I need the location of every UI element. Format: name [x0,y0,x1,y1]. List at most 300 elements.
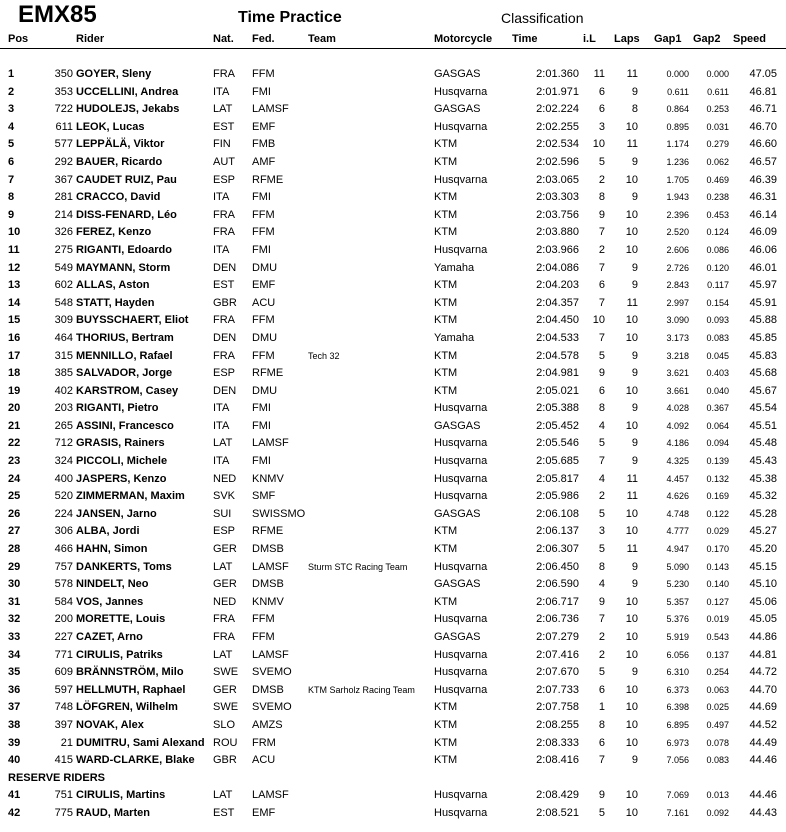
cell-rider: RIGANTI, Edoardo [76,243,172,256]
cell-time: 2:07.758 [536,701,579,714]
cell-il: 7 [598,226,605,239]
cell-gap2: 0.137 [706,649,729,660]
cell-laps: 10 [625,419,638,432]
cell-gap2: 0.063 [706,684,729,695]
cell-fed: FMI [252,85,271,98]
cell-fed: FMI [252,402,271,415]
cell-motorcycle: KTM [434,736,458,749]
cell-nat: GER [213,578,237,591]
cell-gap2: 0.117 [707,280,729,291]
cell-fed: DMU [252,331,278,344]
cell-pos: 20 [8,402,21,415]
cell-il: 9 [598,208,605,221]
cell-rider: BUYSSCHAERT, Eliot [76,314,189,327]
table-row [0,647,786,665]
cell-rider: CAUDET RUIZ, Pau [76,173,177,186]
table-row [0,295,786,313]
cell-fed: SMF [252,490,276,503]
cell-number: 520 [54,490,73,503]
cell-number: 397 [54,718,73,731]
cell-time: 2:02.224 [536,103,579,116]
cell-pos: 34 [8,648,21,661]
cell-pos: 38 [8,718,21,731]
cell-il: 9 [598,367,605,380]
table-row [0,682,786,700]
table-row [0,559,786,577]
cell-laps: 10 [625,384,638,397]
cell-speed: 46.01 [749,261,777,274]
cell-il: 10 [592,314,605,327]
cell-time: 2:08.429 [536,789,579,802]
cell-motorcycle: KTM [434,595,458,608]
cell-nat: GBR [213,754,237,767]
cell-gap1: 4.092 [666,420,689,431]
cell-rider: DUMITRU, Sami Alexand [76,736,205,749]
cell-motorcycle: Husqvarna [434,806,488,819]
cell-fed: EMF [252,279,276,292]
cell-pos: 25 [8,490,21,503]
cell-laps: 10 [625,525,638,538]
cell-fed: LAMSF [252,648,289,661]
cell-number: 712 [54,437,73,450]
cell-fed: LAMSF [252,103,289,116]
cell-laps: 10 [625,718,638,731]
cell-fed: FFM [252,613,275,626]
cell-time: 2:04.357 [536,296,579,309]
cell-speed: 45.38 [749,472,777,485]
cell-speed: 44.81 [749,648,777,661]
cell-nat: FIN [213,138,231,151]
cell-number: 751 [54,789,73,802]
cell-pos: 37 [8,701,21,714]
cell-rider: RAUD, Marten [76,806,150,819]
cell-motorcycle: Husqvarna [434,683,488,696]
cell-rider: STATT, Hayden [76,296,155,309]
cell-rider: DISS-FENARD, Léo [76,208,177,221]
cell-time: 2:04.203 [536,279,579,292]
cell-laps: 9 [631,560,638,573]
cell-fed: AMZS [252,718,283,731]
cell-fed: FFM [252,208,275,221]
cell-pos: 32 [8,613,21,626]
cell-gap1: 5.357 [666,596,689,607]
cell-gap1: 3.173 [666,332,689,343]
cell-team: Tech 32 [308,350,340,361]
table-row [0,172,786,190]
cell-laps: 9 [631,578,638,591]
cell-gap1: 3.621 [666,368,689,379]
cell-il: 8 [598,402,605,415]
cell-gap2: 0.238 [706,192,729,203]
cell-fed: LAMSF [252,437,289,450]
col-pos: Pos [8,33,29,45]
table-row [0,330,786,348]
cell-nat: SVK [213,490,236,503]
cell-time: 2:03.880 [536,226,579,239]
cell-il: 2 [598,490,605,503]
cell-pos: 6 [8,155,15,168]
cell-fed: FMI [252,455,271,468]
cell-il: 5 [598,666,605,679]
cell-rider: CIRULIS, Martins [76,789,166,802]
cell-speed: 45.51 [749,419,777,432]
cell-gap2: 0.094 [706,438,729,449]
cell-motorcycle: Husqvarna [434,437,488,450]
classification-label: Classification [501,10,584,26]
cell-fed: RFME [252,525,284,538]
cell-number: 757 [54,560,73,573]
cell-speed: 46.60 [749,138,777,151]
cell-pos: 10 [8,226,21,239]
cell-number: 350 [54,68,73,80]
cell-fed: EMF [252,120,276,133]
col-team: Team [308,33,336,45]
cell-il: 4 [598,472,605,485]
cell-laps: 9 [631,666,638,679]
cell-number: 549 [54,261,73,274]
cell-nat: NED [213,595,237,608]
cell-gap2: 0.367 [706,403,729,414]
cell-time: 2:06.450 [536,560,579,573]
cell-motorcycle: GASGAS [434,103,481,116]
cell-nat: EST [213,279,235,292]
cell-fed: ACU [252,296,276,309]
cell-time: 2:08.255 [536,718,579,731]
cell-laps: 10 [625,613,638,626]
cell-nat: SLO [213,718,236,731]
cell-gap2: 0.045 [706,350,729,361]
cell-gap1: 3.661 [666,385,689,396]
cell-nat: FRA [213,349,235,362]
cell-time: 2:04.981 [536,367,579,380]
col-gap2: Gap2 [693,33,721,45]
cell-il: 5 [598,349,605,362]
cell-il: 6 [598,279,605,292]
cell-il: 5 [598,507,605,520]
cell-motorcycle: KTM [434,367,458,380]
cell-il: 5 [598,806,605,819]
cell-fed: FFM [252,349,275,362]
cell-il: 2 [598,173,605,186]
cell-il: 5 [598,437,605,450]
cell-gap1: 7.161 [666,807,689,818]
table-row [0,189,786,207]
cell-gap2: 0.086 [706,244,729,255]
cell-rider: WARD-CLARKE, Blake [76,754,195,767]
cell-speed: 46.39 [749,173,777,186]
table-row [0,699,786,717]
table-row [0,594,786,612]
table-row [0,66,786,84]
cell-time: 2:02.534 [536,138,579,151]
cell-rider: JASPERS, Kenzo [76,472,167,485]
cell-fed: FRM [252,736,276,749]
cell-number: 548 [54,296,73,309]
cell-rider: CRACCO, David [76,191,161,204]
cell-gap1: 2.606 [666,244,689,255]
cell-fed: DMSB [252,578,284,591]
results-table [0,66,786,823]
cell-laps: 10 [625,683,638,696]
cell-pos: 30 [8,578,21,591]
cell-speed: 45.06 [749,595,777,608]
cell-nat: ITA [213,419,230,432]
table-row [0,576,786,594]
table-row [0,348,786,366]
cell-gap2: 0.170 [706,544,729,555]
cell-gap1: 0.864 [666,104,689,115]
cell-speed: 45.05 [749,613,777,626]
table-row [0,312,786,330]
cell-nat: GER [213,543,237,556]
cell-nat: FRA [213,208,235,221]
cell-number: 402 [54,384,73,397]
cell-time: 2:06.736 [536,613,579,626]
cell-rider: RIGANTI, Pietro [76,402,159,415]
cell-number: 309 [54,314,73,327]
cell-time: 2:06.717 [536,595,579,608]
cell-fed: FFM [252,631,275,643]
cell-motorcycle: KTM [434,314,458,327]
cell-laps: 11 [626,543,638,556]
cell-laps: 11 [626,138,638,151]
table-header [0,32,786,49]
table-row [0,735,786,753]
cell-laps: 10 [625,173,638,186]
cell-fed: RFME [252,173,284,186]
cell-gap2: 0.083 [706,332,729,343]
cell-il: 10 [592,138,605,151]
cell-pos: 36 [8,683,21,696]
cell-fed: RFME [252,367,284,380]
cell-laps: 10 [625,208,638,221]
cell-time: 2:04.450 [536,314,579,327]
cell-fed: FMI [252,243,271,256]
cell-il: 8 [598,718,605,731]
cell-nat: NED [213,472,237,485]
cell-motorcycle: Husqvarna [434,648,488,661]
cell-time: 2:05.388 [536,402,579,415]
cell-rider: JANSEN, Jarno [76,507,157,520]
cell-laps: 10 [625,314,638,327]
cell-laps: 10 [625,507,638,520]
cell-pos: 21 [8,419,21,432]
cell-speed: 45.15 [749,560,777,573]
cell-laps: 11 [626,68,638,80]
cell-number: 21 [60,736,73,749]
cell-gap1: 4.748 [666,508,689,519]
cell-speed: 46.71 [749,103,777,116]
cell-nat: LAT [213,648,233,661]
cell-motorcycle: Yamaha [434,261,475,274]
cell-number: 315 [54,349,73,362]
cell-pos: 19 [8,384,21,397]
cell-gap2: 0.120 [706,262,729,273]
cell-nat: GBR [213,296,237,309]
cell-pos: 5 [8,138,15,151]
table-row [0,277,786,295]
cell-time: 2:03.303 [536,191,579,204]
table-row [0,664,786,682]
cell-team: Sturm STC Racing Team [308,561,408,572]
cell-gap1: 2.520 [666,227,689,238]
col-motorcycle: Motorcycle [434,33,493,45]
cell-rider: PICCOLI, Michele [76,455,168,468]
cell-fed: FMI [252,191,271,204]
cell-speed: 44.49 [749,736,777,749]
cell-speed: 45.68 [749,367,777,380]
table-row [0,365,786,383]
cell-number: 292 [54,155,73,168]
cell-speed: 45.48 [749,437,777,450]
cell-pos: 18 [8,367,21,380]
cell-il: 7 [598,613,605,626]
cell-nat: ROU [213,736,238,749]
cell-number: 771 [54,648,73,661]
cell-motorcycle: KTM [434,525,458,538]
cell-gap1: 1.705 [666,174,689,185]
cell-number: 466 [54,543,73,556]
cell-team: KTM Sarholz Racing Team [308,684,415,695]
cell-pos: 41 [8,789,21,802]
cell-rider: HUDOLEJS, Jekabs [76,103,180,116]
cell-motorcycle: Yamaha [434,331,475,344]
cell-nat: LAT [213,437,233,450]
cell-gap1: 6.373 [666,684,689,695]
table-row [0,717,786,735]
cell-pos: 9 [8,208,15,221]
cell-speed: 46.81 [749,85,777,98]
cell-time: 2:07.733 [536,683,579,696]
cell-speed: 45.32 [749,490,777,503]
cell-laps: 10 [625,120,638,133]
cell-gap1: 1.174 [666,139,689,150]
table-row [0,101,786,119]
cell-time: 2:05.986 [536,490,579,503]
cell-rider: ZIMMERMAN, Maxim [76,490,185,503]
cell-il: 6 [598,85,605,98]
cell-rider: LÖFGREN, Wilhelm [76,701,178,714]
cell-fed: SVEMO [252,701,292,714]
cell-pos: 16 [8,331,21,344]
cell-gap1: 7.056 [666,755,689,766]
cell-nat: ITA [213,85,230,98]
cell-pos: 17 [8,349,21,362]
cell-number: 611 [55,120,73,133]
cell-time: 2:08.416 [536,754,579,767]
cell-rider: ALBA, Jordi [76,525,140,538]
cell-laps: 9 [631,349,638,362]
cell-time: 2:05.021 [536,384,579,397]
table-row [0,242,786,260]
cell-number: 324 [54,455,73,468]
cell-nat: FRA [213,613,235,626]
cell-gap1: 6.973 [666,737,689,748]
cell-nat: LAT [213,103,233,116]
cell-number: 722 [54,103,73,116]
cell-number: 227 [54,631,73,643]
cell-fed: DMU [252,261,278,274]
table-row [0,541,786,559]
cell-time: 2:02.255 [536,120,579,133]
session-title: Time Practice [238,9,342,26]
table-row [0,453,786,471]
table-row [0,752,786,770]
cell-number: 353 [54,85,73,98]
cell-laps: 9 [631,455,638,468]
col-fed: Fed. [252,33,275,45]
cell-gap1: 2.997 [666,297,689,308]
cell-fed: DMSB [252,683,284,696]
cell-gap1: 5.919 [666,632,689,642]
cell-number: 584 [54,595,73,608]
cell-laps: 10 [625,701,638,714]
cell-number: 400 [54,472,73,485]
cell-il: 6 [598,103,605,116]
cell-number: 602 [54,279,73,292]
cell-nat: DEN [213,384,237,397]
table-row [0,629,786,647]
cell-fed: FMB [252,138,276,151]
cell-time: 2:01.971 [536,85,579,98]
cell-speed: 45.83 [749,349,777,362]
cell-il: 6 [598,683,605,696]
cell-gap2: 0.122 [706,508,729,519]
cell-pos: 39 [8,736,21,749]
cell-number: 597 [54,683,73,696]
cell-il: 8 [598,191,605,204]
cell-rider: BRÄNNSTRÖM, Milo [76,666,184,679]
cell-speed: 45.67 [749,384,777,397]
cell-il: 5 [598,543,605,556]
cell-time: 2:07.670 [536,666,579,679]
cell-number: 306 [54,525,73,538]
cell-gap2: 0.253 [706,104,729,115]
cell-gap2: 0.254 [706,667,729,678]
col-speed: Speed [733,33,767,45]
cell-pos: 12 [8,261,21,274]
cell-number: 200 [54,613,73,626]
cell-speed: 47.05 [749,68,777,80]
cell-gap1: 5.230 [666,579,689,590]
cell-fed: SVEMO [252,666,292,679]
cell-rider: ALLAS, Aston [76,279,150,292]
cell-laps: 9 [631,261,638,274]
cell-nat: AUT [213,155,235,168]
cell-gap2: 0.078 [706,737,729,748]
cell-pos: 4 [8,120,15,133]
cell-motorcycle: Husqvarna [434,243,488,256]
cell-il: 3 [598,525,605,538]
cell-gap2: 0.497 [706,719,729,730]
cell-motorcycle: KTM [434,226,458,239]
cell-motorcycle: KTM [434,138,458,151]
cell-il: 7 [598,296,605,309]
cell-nat: SWE [213,666,239,679]
cell-gap2: 0.469 [706,174,729,185]
cell-gap2: 0.092 [706,807,729,818]
cell-time: 2:05.817 [536,472,579,485]
cell-motorcycle: Husqvarna [434,789,488,802]
cell-il: 4 [598,578,605,591]
cell-speed: 44.46 [749,789,777,802]
cell-gap1: 4.626 [666,491,689,502]
cell-motorcycle: KTM [434,384,458,397]
cell-time: 2:06.590 [536,578,579,591]
cell-il: 6 [598,384,605,397]
cell-nat: ITA [213,402,230,415]
cell-motorcycle: KTM [434,208,458,221]
